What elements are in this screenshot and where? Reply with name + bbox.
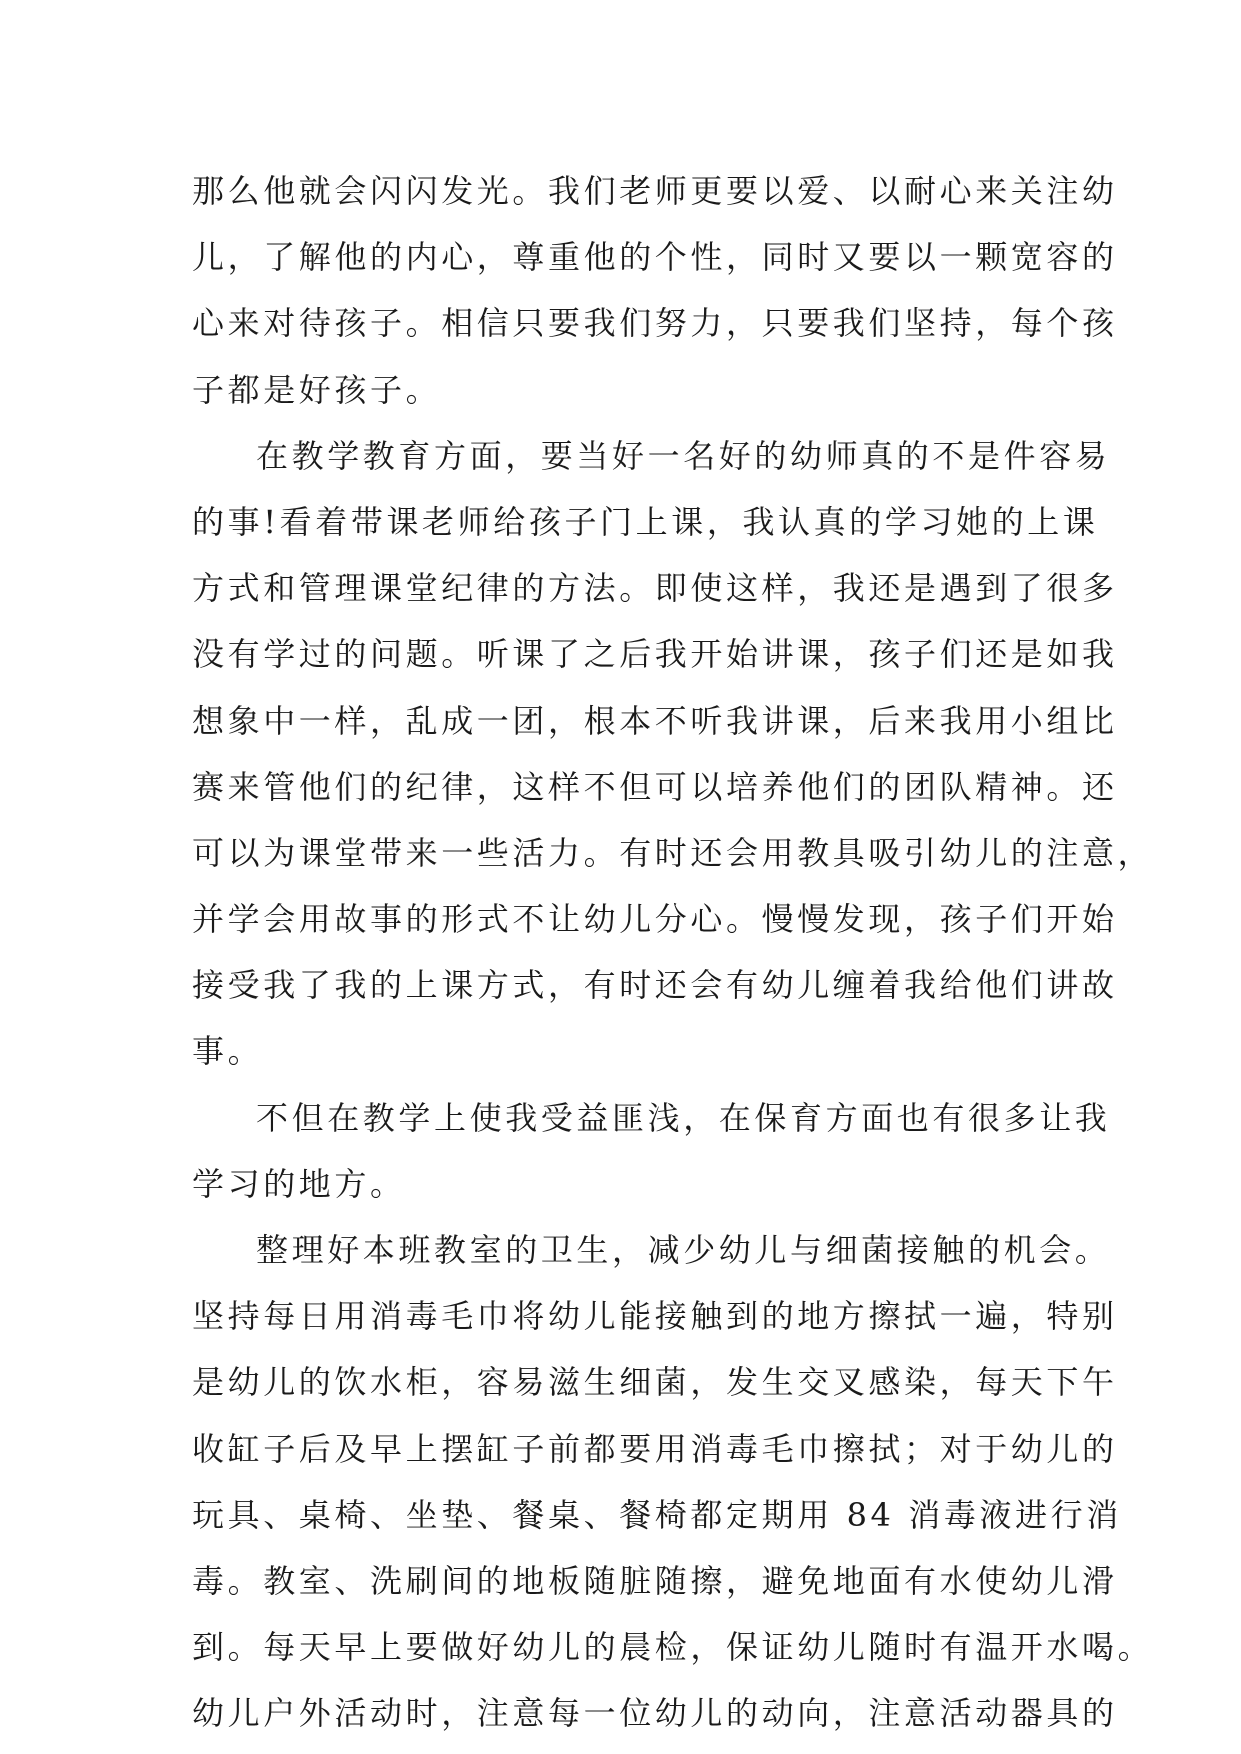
text-line: 儿，了解他的内心，尊重他的个性，同时又要以一颗宽容的 bbox=[192, 238, 1118, 277]
text-line: 是幼儿的饮水柜，容易滋生细菌，发生交叉感染，每天下午 bbox=[192, 1363, 1118, 1402]
text-line: 玩具、桌椅、坐垫、餐桌、餐椅都定期用 84 消毒液进行消 bbox=[192, 1495, 1122, 1534]
text-line: 子都是好孩子。 bbox=[192, 370, 442, 409]
paragraph-first-line: 整理好本班教室的卫生，减少幼儿与细菌接触的机会。 bbox=[256, 1231, 1111, 1269]
text-line: 坚持每日用消毒毛巾将幼儿能接触到的地方擦拭一遍，特别 bbox=[192, 1297, 1118, 1336]
document-body bbox=[192, 158, 1154, 1747]
text-line: 并学会用故事的形式不让幼儿分心。慢慢发现，孩子们开始 bbox=[192, 900, 1118, 939]
text-line: 那么他就会闪闪发光。我们老师更要以爱、以耐心来关注幼 bbox=[192, 172, 1118, 210]
paragraph-first-line: 在教学教育方面，要当好一名好的幼师真的不是件容易 bbox=[256, 436, 1111, 475]
text-line: 事。 bbox=[192, 1032, 264, 1071]
text-line: 赛来管他们的纪律，这样不但可以培养他们的团队精神。还 bbox=[192, 767, 1118, 806]
paragraph-first-line: 不但在教学上使我受益匪浅，在保育方面也有很多让我 bbox=[256, 1098, 1111, 1137]
text-line: 到。每天早上要做好幼儿的晨检，保证幼儿随时有温开水喝。 bbox=[192, 1628, 1154, 1667]
text-line: 方式和管理课堂纪律的方法。即使这样，我还是遇到了很多 bbox=[192, 569, 1118, 608]
text-line: 想象中一样，乱成一团，根本不听我讲课，后来我用小组比 bbox=[192, 701, 1118, 740]
text-line: 幼儿户外活动时，注意每一位幼儿的动向，注意活动器具的 bbox=[192, 1694, 1118, 1733]
text-line: 的事!看着带课老师给孩子门上课，我认真的学习她的上课 bbox=[192, 502, 1099, 541]
text-line: 接受我了我的上课方式，有时还会有幼儿缠着我给他们讲故 bbox=[192, 966, 1118, 1005]
text-line: 没有学过的问题。听课了之后我开始讲课，孩子们还是如我 bbox=[192, 635, 1118, 674]
text-line: 毒。教室、洗刷间的地板随脏随擦，避免地面有水使幼儿滑 bbox=[192, 1561, 1118, 1600]
text-line: 收缸子后及早上摆缸子前都要用消毒毛巾擦拭；对于幼儿的 bbox=[192, 1429, 1118, 1468]
text-line: 可以为课堂带来一些活力。有时还会用教具吸引幼儿的注意， bbox=[192, 833, 1154, 872]
text-line: 学习的地方。 bbox=[192, 1164, 406, 1203]
text-line: 心来对待孩子。相信只要我们努力，只要我们坚持，每个孩 bbox=[192, 304, 1118, 343]
